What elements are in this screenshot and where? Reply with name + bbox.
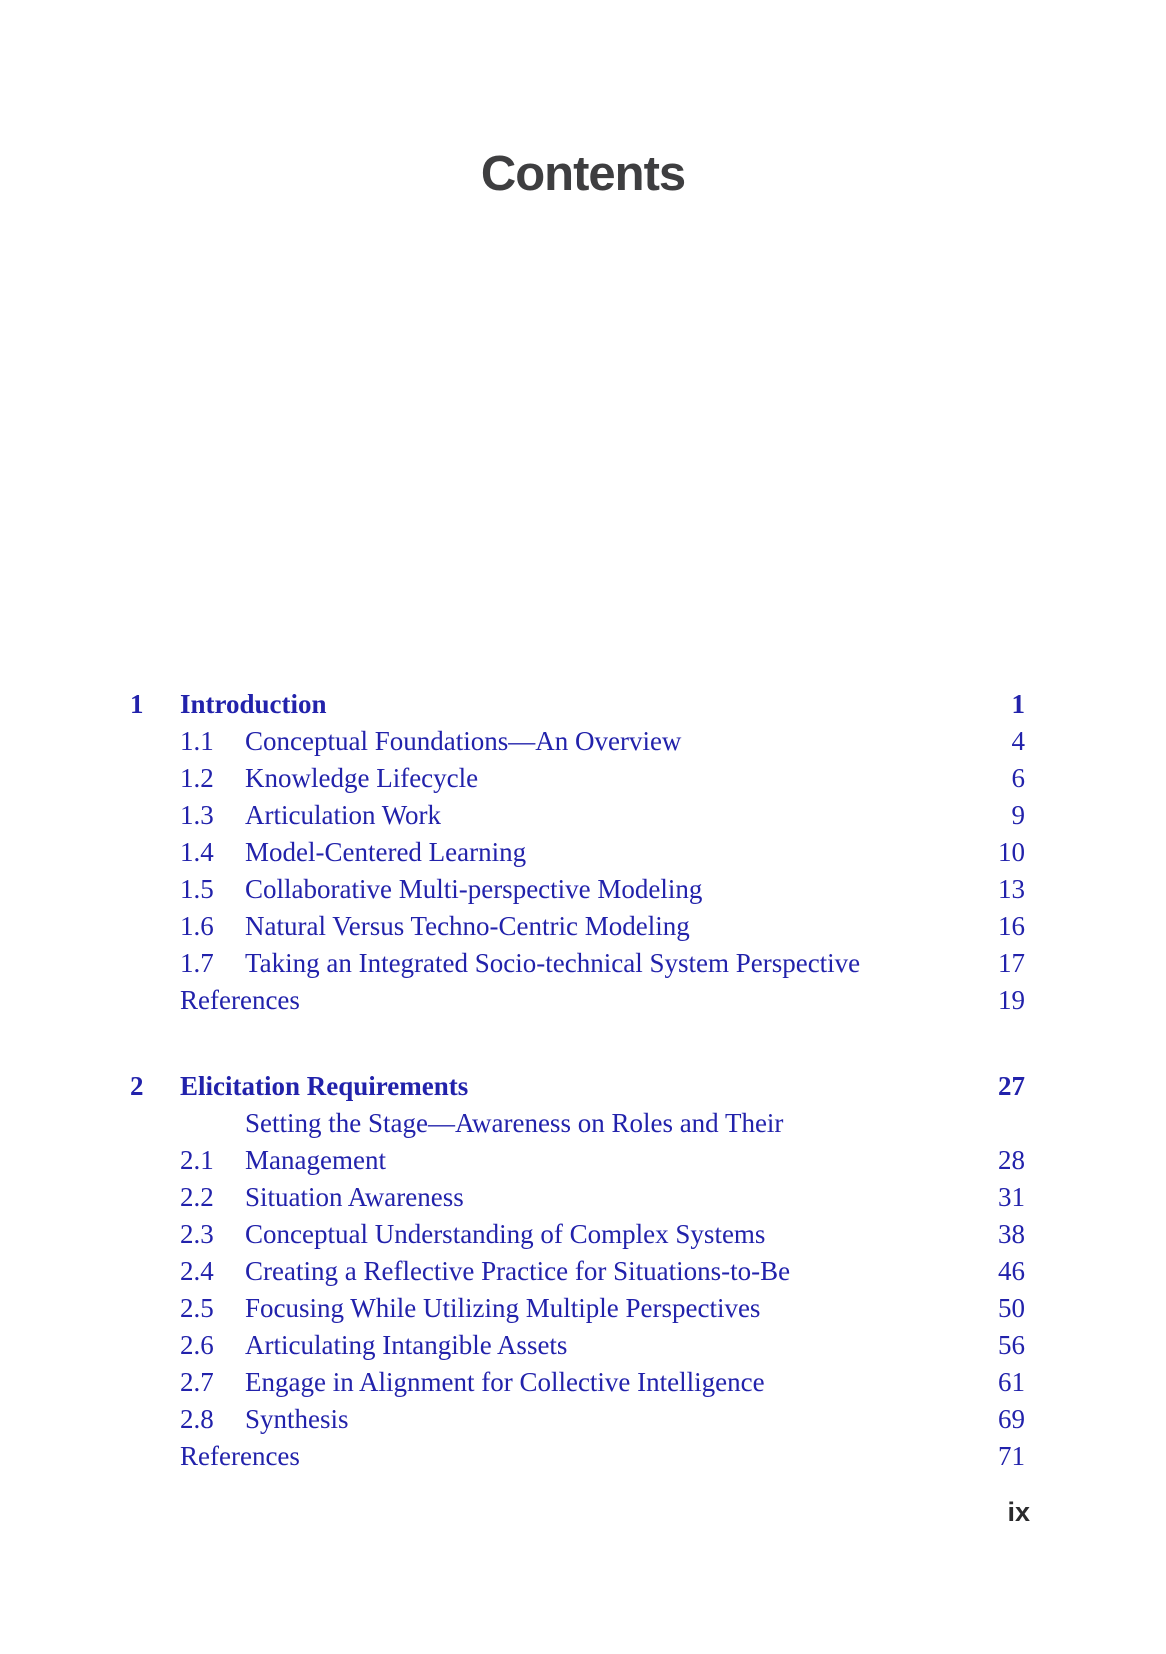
section-title: Conceptual Understanding of Complex Systems (245, 1219, 766, 1249)
section-page-number: 69 (998, 1404, 1025, 1434)
toc-section-row (130, 760, 1025, 797)
chapter-number: 1 (130, 689, 144, 719)
section-page-number: 31 (998, 1182, 1025, 1212)
section-title: Model-Centered Learning (245, 837, 527, 867)
section-page-number: 6 (1011, 763, 1025, 793)
section-title: Engage in Alignment for Collective Intelligence (245, 1367, 765, 1397)
toc-section-row (130, 1290, 1025, 1327)
section-page-number: 17 (998, 948, 1025, 978)
section-number: 2.2 (180, 1182, 214, 1212)
section-number: 1.7 (180, 948, 214, 978)
section-number: 1.2 (180, 763, 214, 793)
section-page-number: 13 (998, 874, 1025, 904)
toc-section-row (130, 871, 1025, 908)
section-number: 2.7 (180, 1367, 214, 1397)
section-number: 1.5 (180, 874, 214, 904)
section-page-number: 16 (998, 911, 1025, 941)
references-page-number: 19 (998, 985, 1025, 1015)
toc-chapter-row (130, 686, 1025, 723)
toc-section-row (130, 1401, 1025, 1438)
section-title: Articulating Intangible Assets (245, 1330, 568, 1360)
toc-section-row (130, 945, 1025, 982)
section-page-number: 46 (998, 1256, 1025, 1286)
chapter-block-2 (130, 1068, 1025, 1475)
section-page-number: 9 (1011, 800, 1025, 830)
toc-section-row (130, 1216, 1025, 1253)
section-title: Synthesis (245, 1404, 349, 1434)
section-page-number: 28 (998, 1145, 1025, 1175)
section-number: 2.8 (180, 1404, 214, 1434)
section-title: Natural Versus Techno-Centric Modeling (245, 911, 690, 941)
toc-chapter-row (130, 1068, 1025, 1105)
section-page-number: 10 (998, 837, 1025, 867)
toc-section-row (130, 834, 1025, 871)
section-title: Creating a Reflective Practice for Situations-to-Be (245, 1256, 791, 1286)
chapter-title: Elicitation Requirements (180, 1071, 469, 1101)
section-title: Situation Awareness (245, 1182, 464, 1212)
page-title: Contents (480, 147, 686, 201)
section-number: 1.1 (180, 726, 214, 756)
references-label: References (180, 1441, 300, 1471)
section-page-number: 50 (998, 1293, 1025, 1323)
section-title: Articulation Work (245, 800, 442, 830)
section-title (245, 1105, 970, 1179)
references-page-number: 71 (998, 1441, 1025, 1471)
section-page-number: 61 (998, 1367, 1025, 1397)
section-title: Collaborative Multi-perspective Modeling (245, 874, 703, 904)
toc-references-row (130, 982, 1025, 1019)
chapter-title: Introduction (180, 689, 327, 719)
section-page-number: 38 (998, 1219, 1025, 1249)
toc-section-row (130, 1105, 1025, 1179)
section-page-number: 56 (998, 1330, 1025, 1360)
section-title: Knowledge Lifecycle (245, 763, 479, 793)
references-label: References (180, 985, 300, 1015)
section-title: Focusing While Utilizing Multiple Perspectives (245, 1293, 761, 1323)
toc-section-row (130, 1179, 1025, 1216)
toc-section-row (130, 1327, 1025, 1364)
table-of-contents (130, 686, 1025, 1475)
section-number: 2.4 (180, 1256, 214, 1286)
section-number: 2.5 (180, 1293, 214, 1323)
toc-section-row (130, 908, 1025, 945)
toc-section-row (130, 797, 1025, 834)
toc-section-row (130, 1364, 1025, 1401)
section-page-number: 4 (1011, 726, 1025, 756)
section-number: 1.4 (180, 837, 214, 867)
section-number: 2.1 (180, 1145, 214, 1175)
toc-section-row (130, 1253, 1025, 1290)
toc-references-row (130, 1438, 1025, 1475)
section-number: 2.3 (180, 1219, 214, 1249)
toc-section-row (130, 723, 1025, 760)
chapter-block-1 (130, 686, 1025, 1019)
section-title-line-2: Management (245, 1145, 386, 1175)
section-number: 1.3 (180, 800, 214, 830)
section-number: 2.6 (180, 1330, 214, 1360)
page-folio: ix (1007, 1497, 1030, 1527)
section-title-line-1: Setting the Stage—Awareness on Roles and Their (245, 1108, 784, 1138)
chapter-page-number: 1 (1011, 689, 1025, 719)
section-number: 1.6 (180, 911, 214, 941)
section-title: Conceptual Foundations—An Overview (245, 726, 682, 756)
chapter-number: 2 (130, 1071, 144, 1101)
chapter-page-number: 27 (998, 1071, 1025, 1101)
section-title: Taking an Integrated Socio-technical System Perspective (245, 948, 861, 978)
